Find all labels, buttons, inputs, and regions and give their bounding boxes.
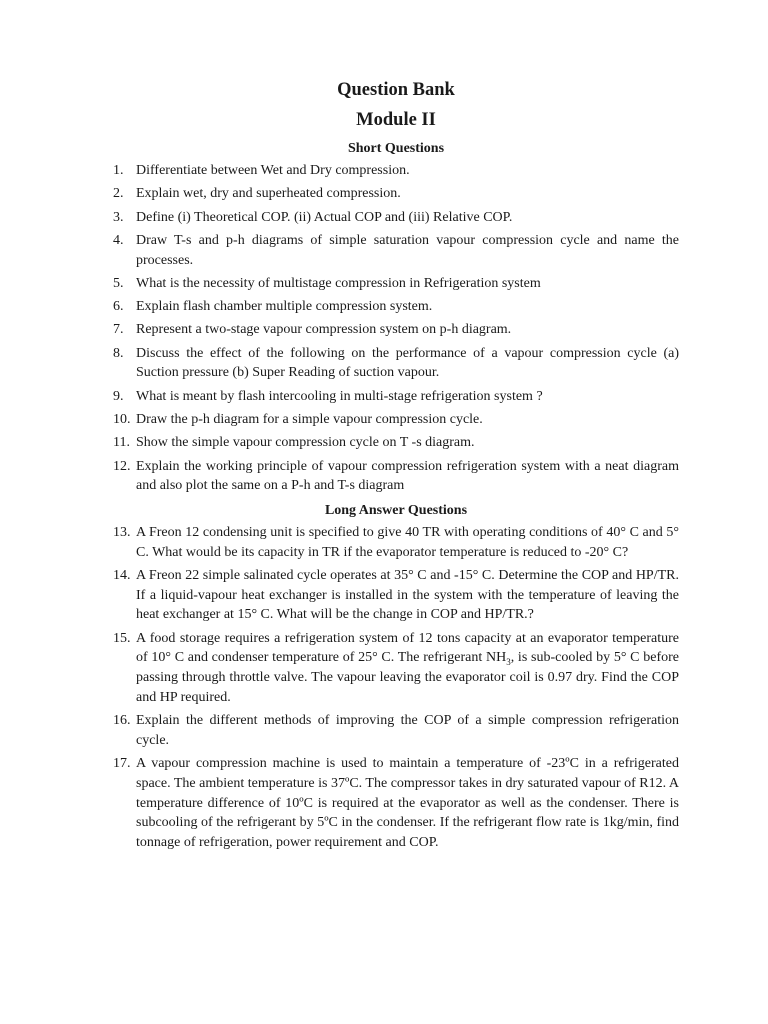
short-questions-heading: Short Questions [347,141,445,156]
question-number: 2. [113,186,124,202]
question-number: 11. [113,435,130,451]
question-text: Explain the different methods of improving the COP of a simple compression refrigeration cycle. [136,713,679,748]
question-text: Explain flash chamber multiple compression system. [136,299,433,315]
question-item [113,320,679,340]
question-number: 4. [113,232,124,248]
question-item [113,523,679,562]
question-number: 7. [113,322,124,338]
question-number: 14. [113,568,131,584]
question-item [113,566,679,625]
question-text: A vapour compression machine is used to maintain a temperature of -23ºC in a refrigerated space. The ambient temperature is 37ºC. The compressor takes in dry saturated vapour of R12. A temperature difference of 10ºC is required at the evaporator as well as the condenser. There is subcooling of the refrigerant by 5ºC in the condenser. If the refrigerant flow rate is 1kg/min, find tonnage of refrigeration, power requirement and COP. [136,756,679,850]
question-text: Draw the p-h diagram for a simple vapour compression cycle. [136,412,483,428]
question-text: What is meant by flash intercooling in multi-stage refrigeration system ? [136,388,543,404]
question-number: 16. [113,713,131,729]
question-item [113,274,679,294]
question-item [113,711,679,750]
question-text-part: , is sub-cooled by 5° C before passing through throttle valve. The vapour leaving the evaporator coil is 0.97 dry. Find the COP and HP required. [136,650,679,705]
question-number: 1. [113,163,124,178]
question-text: What is the necessity of multistage compression in Refrigeration system [136,275,541,291]
question-text: Show the simple vapour compression cycle on T -s diagram. [136,435,475,451]
question-text: Define (i) Theoretical COP. (ii) Actual COP and (iii) Relative COP. [136,209,513,225]
question-item [113,344,679,383]
long-questions-list [113,523,679,853]
question-number: 5. [113,275,124,291]
question-item [113,387,679,407]
question-text: Represent a two-stage vapour compression system on p-h diagram. [136,322,512,338]
question-item [113,433,679,453]
question-text: Explain wet, dry and superheated compression. [136,186,401,202]
question-number: 9. [113,388,124,404]
question-text: Discuss the effect of the following on the performance of a vapour compression cycle (a) Suction pressure (b) Super Reading of suction vapour. [136,345,679,381]
question-item [113,297,679,317]
question-item [113,184,679,204]
question-text: Explain the working principle of vapour compression refrigeration system with a neat diagram and also plot the same on a P-h and T-s diagram [136,458,679,494]
question-number: 17. [113,756,131,772]
question-text: A Freon 12 condensing unit is specified to give 40 TR with operating conditions of 40° C and 5° C. What would be its capacity in TR if the evaporator temperature is reduced to -20° C? [136,525,679,560]
question-item [113,457,679,496]
question-text: Draw T-s and p-h diagrams of simple saturation vapour compression cycle and name the processes. [136,232,679,268]
long-answer-heading: Long Answer Questions [324,503,468,519]
subscript-3: 3 [506,657,511,668]
question-item [113,208,679,228]
question-text [136,629,679,708]
question-number: 6. [113,299,124,315]
question-number: 8. [113,345,124,361]
question-text-part: A food storage requires a refrigeration system of 12 tons capacity at an evaporator temperature of 10° C and condenser temperature of 25° C. The refrigerant NH [136,630,679,666]
question-number: 12. [113,458,131,474]
question-item [113,231,679,270]
question-number: 13. [113,525,131,541]
question-number: 10. [113,412,131,428]
page-title: Question Bank [337,80,455,100]
question-item [113,410,679,430]
short-questions-list [113,161,679,496]
module-title: Module II [356,110,436,130]
question-text: Differentiate between Wet and Dry compression. [136,163,410,178]
question-item [113,629,679,708]
question-text: A Freon 22 simple salinated cycle operates at 35° C and -15° C. Determine the COP and HP/TR. If a liquid-vapour heat exchanger is installed in the system with the temperature of leaving the heat exchanger at 15° C. What will be the change in COP and HP/TR.? [136,568,679,623]
question-item [113,161,679,181]
question-number: 15. [113,630,131,646]
question-item [113,754,679,853]
question-number: 3. [113,209,124,225]
